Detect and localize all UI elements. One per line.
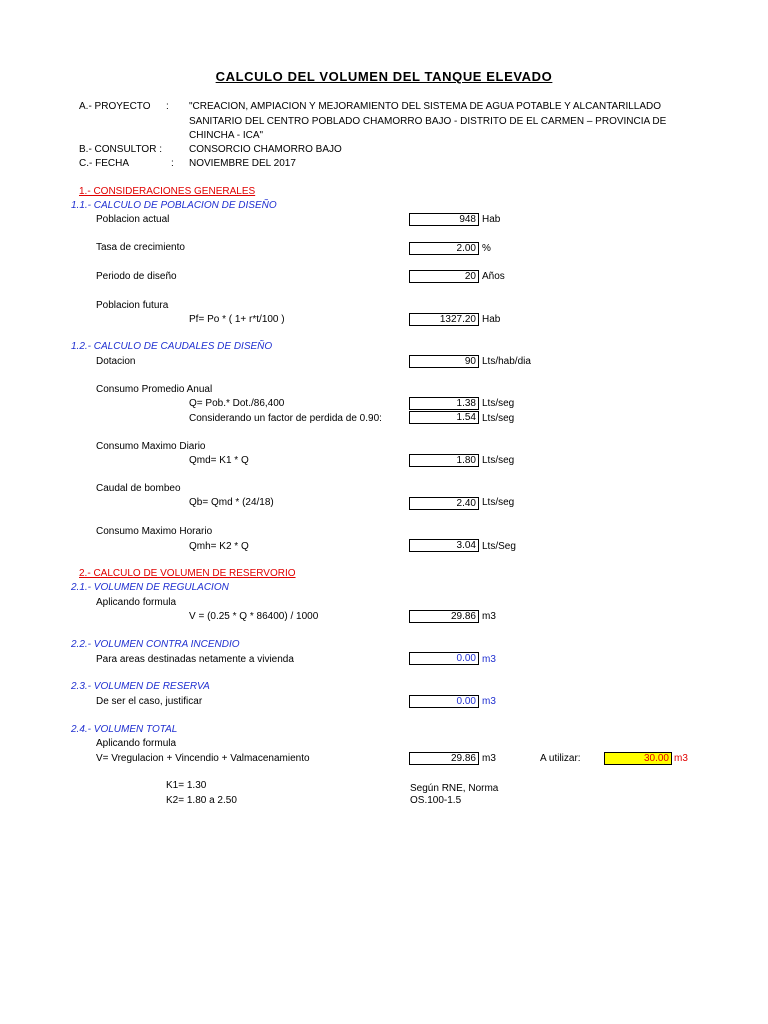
poblacion-futura-value: 1327.20 bbox=[409, 313, 479, 326]
poblacion-futura-unit: Hab bbox=[482, 314, 501, 325]
consultor-value: CONSORCIO CHAMORRO BAJO bbox=[189, 144, 342, 155]
consultor-label: B.- CONSULTOR : bbox=[79, 144, 162, 155]
proyecto-line-3: CHINCHA - ICA" bbox=[189, 130, 264, 141]
qb-value: 2.40 bbox=[409, 497, 479, 510]
periodo-unit: Años bbox=[482, 271, 505, 282]
poblacion-futura-label: Poblacion futura bbox=[96, 300, 169, 311]
caudal-bombeo-label: Caudal de bombeo bbox=[96, 483, 181, 494]
reserva-unit: m3 bbox=[482, 696, 496, 707]
k1-note: K1= 1.30 bbox=[166, 780, 207, 791]
rne-note-line-1: Según RNE, Norma bbox=[410, 783, 499, 794]
subsection-2-3-heading: 2.3.- VOLUMEN DE RESERVA bbox=[71, 681, 210, 692]
reserva-value: 0.00 bbox=[409, 695, 479, 708]
v-regulacion-unit: m3 bbox=[482, 611, 496, 622]
qmd-unit: Lts/seg bbox=[482, 455, 515, 466]
a-utilizar-value: 30.00 bbox=[604, 752, 672, 765]
periodo-value: 20 bbox=[409, 270, 479, 283]
factor-perdida-label: Considerando un factor de perdida de 0.90: bbox=[189, 413, 382, 424]
subsection-1-2-heading: 1.2.- CALCULO DE CAUDALES DE DISEÑO bbox=[71, 341, 273, 352]
q-formula: Q= Pob.* Dot./86,400 bbox=[189, 398, 285, 409]
qb-unit: Lts/seg bbox=[482, 497, 515, 508]
tasa-unit: % bbox=[482, 243, 491, 254]
dotacion-unit: Lts/hab/dia bbox=[482, 356, 531, 367]
q-unit: Lts/seg bbox=[482, 398, 515, 409]
factor-perdida-value: 1.54 bbox=[409, 411, 479, 424]
v-total-formula: V= Vregulacion + Vincendio + Valmacenamiento bbox=[96, 753, 310, 764]
v-total-value: 29.86 bbox=[409, 752, 479, 765]
consumo-maximo-diario-label: Consumo Maximo Diario bbox=[96, 441, 206, 452]
dotacion-label: Dotacion bbox=[96, 356, 136, 367]
tasa-label: Tasa de crecimiento bbox=[96, 242, 185, 253]
subsection-1-1-heading: 1.1.- CALCULO DE POBLACION DE DISEÑO bbox=[71, 200, 277, 211]
qmd-value: 1.80 bbox=[409, 454, 479, 467]
fecha-label: C.- FECHA bbox=[79, 158, 129, 169]
proyecto-label: A.- PROYECTO bbox=[79, 101, 151, 112]
qb-formula: Qb= Qmd * (24/18) bbox=[189, 497, 274, 508]
qmh-unit: Lts/Seg bbox=[482, 541, 516, 552]
tasa-value: 2.00 bbox=[409, 242, 479, 255]
a-utilizar-label: A utilizar: bbox=[540, 753, 581, 764]
poblacion-actual-label: Poblacion actual bbox=[96, 214, 170, 225]
qmd-formula: Qmd= K1 * Q bbox=[189, 455, 249, 466]
subsection-2-1-heading: 2.1.- VOLUMEN DE REGULACION bbox=[71, 582, 229, 593]
factor-perdida-unit: Lts/seg bbox=[482, 413, 515, 424]
poblacion-actual-value: 948 bbox=[409, 213, 479, 226]
section-2-heading: 2.- CALCULO DE VOLUMEN DE RESERVORIO bbox=[79, 568, 296, 579]
rne-note-line-2: OS.100-1.5 bbox=[410, 795, 462, 806]
aplicando-formula-2: Aplicando formula bbox=[96, 738, 177, 749]
proyecto-line-2: SANITARIO DEL CENTRO POBLADO CHAMORRO BAJO - DISTRITO DE EL CARMEN – PROVINCIA DE bbox=[189, 116, 667, 127]
reserva-label: De ser el caso, justificar bbox=[96, 696, 203, 707]
fecha-value: NOVIEMBRE DEL 2017 bbox=[189, 158, 296, 169]
aplicando-formula-1: Aplicando formula bbox=[96, 597, 177, 608]
v-total-unit: m3 bbox=[482, 753, 496, 764]
poblacion-actual-unit: Hab bbox=[482, 214, 501, 225]
v-regulacion-formula: V = (0.25 * Q * 86400) / 1000 bbox=[189, 611, 319, 622]
incendio-value: 0.00 bbox=[409, 652, 479, 665]
fecha-colon: : bbox=[171, 158, 174, 169]
k2-note: K2= 1.80 a 2.50 bbox=[166, 795, 237, 806]
consumo-maximo-horario-label: Consumo Maximo Horario bbox=[96, 526, 213, 537]
section-1-heading: 1.- CONSIDERACIONES GENERALES bbox=[79, 186, 256, 197]
qmh-value: 3.04 bbox=[409, 539, 479, 552]
qmh-formula: Qmh= K2 * Q bbox=[189, 541, 249, 552]
subsection-2-4-heading: 2.4.- VOLUMEN TOTAL bbox=[71, 724, 178, 735]
periodo-label: Periodo de diseño bbox=[96, 271, 177, 282]
incendio-label: Para areas destinadas netamente a vivienda bbox=[96, 654, 294, 665]
proyecto-line-1: "CREACION, AMPIACION Y MEJORAMIENTO DEL SISTEMA DE AGUA POTABLE Y ALCANTARILLADO bbox=[189, 101, 662, 112]
incendio-unit: m3 bbox=[482, 654, 496, 665]
consumo-promedio-label: Consumo Promedio Anual bbox=[96, 384, 213, 395]
poblacion-futura-formula: Pf= Po * ( 1+ r*t/100 ) bbox=[189, 314, 285, 325]
q-value: 1.38 bbox=[409, 397, 479, 410]
a-utilizar-unit: m3 bbox=[674, 753, 688, 764]
dotacion-value: 90 bbox=[409, 355, 479, 368]
v-regulacion-value: 29.86 bbox=[409, 610, 479, 623]
subsection-2-2-heading: 2.2.- VOLUMEN CONTRA INCENDIO bbox=[71, 639, 240, 650]
proyecto-colon: : bbox=[166, 101, 169, 112]
page-title: CALCULO DEL VOLUMEN DEL TANQUE ELEVADO bbox=[215, 69, 553, 84]
